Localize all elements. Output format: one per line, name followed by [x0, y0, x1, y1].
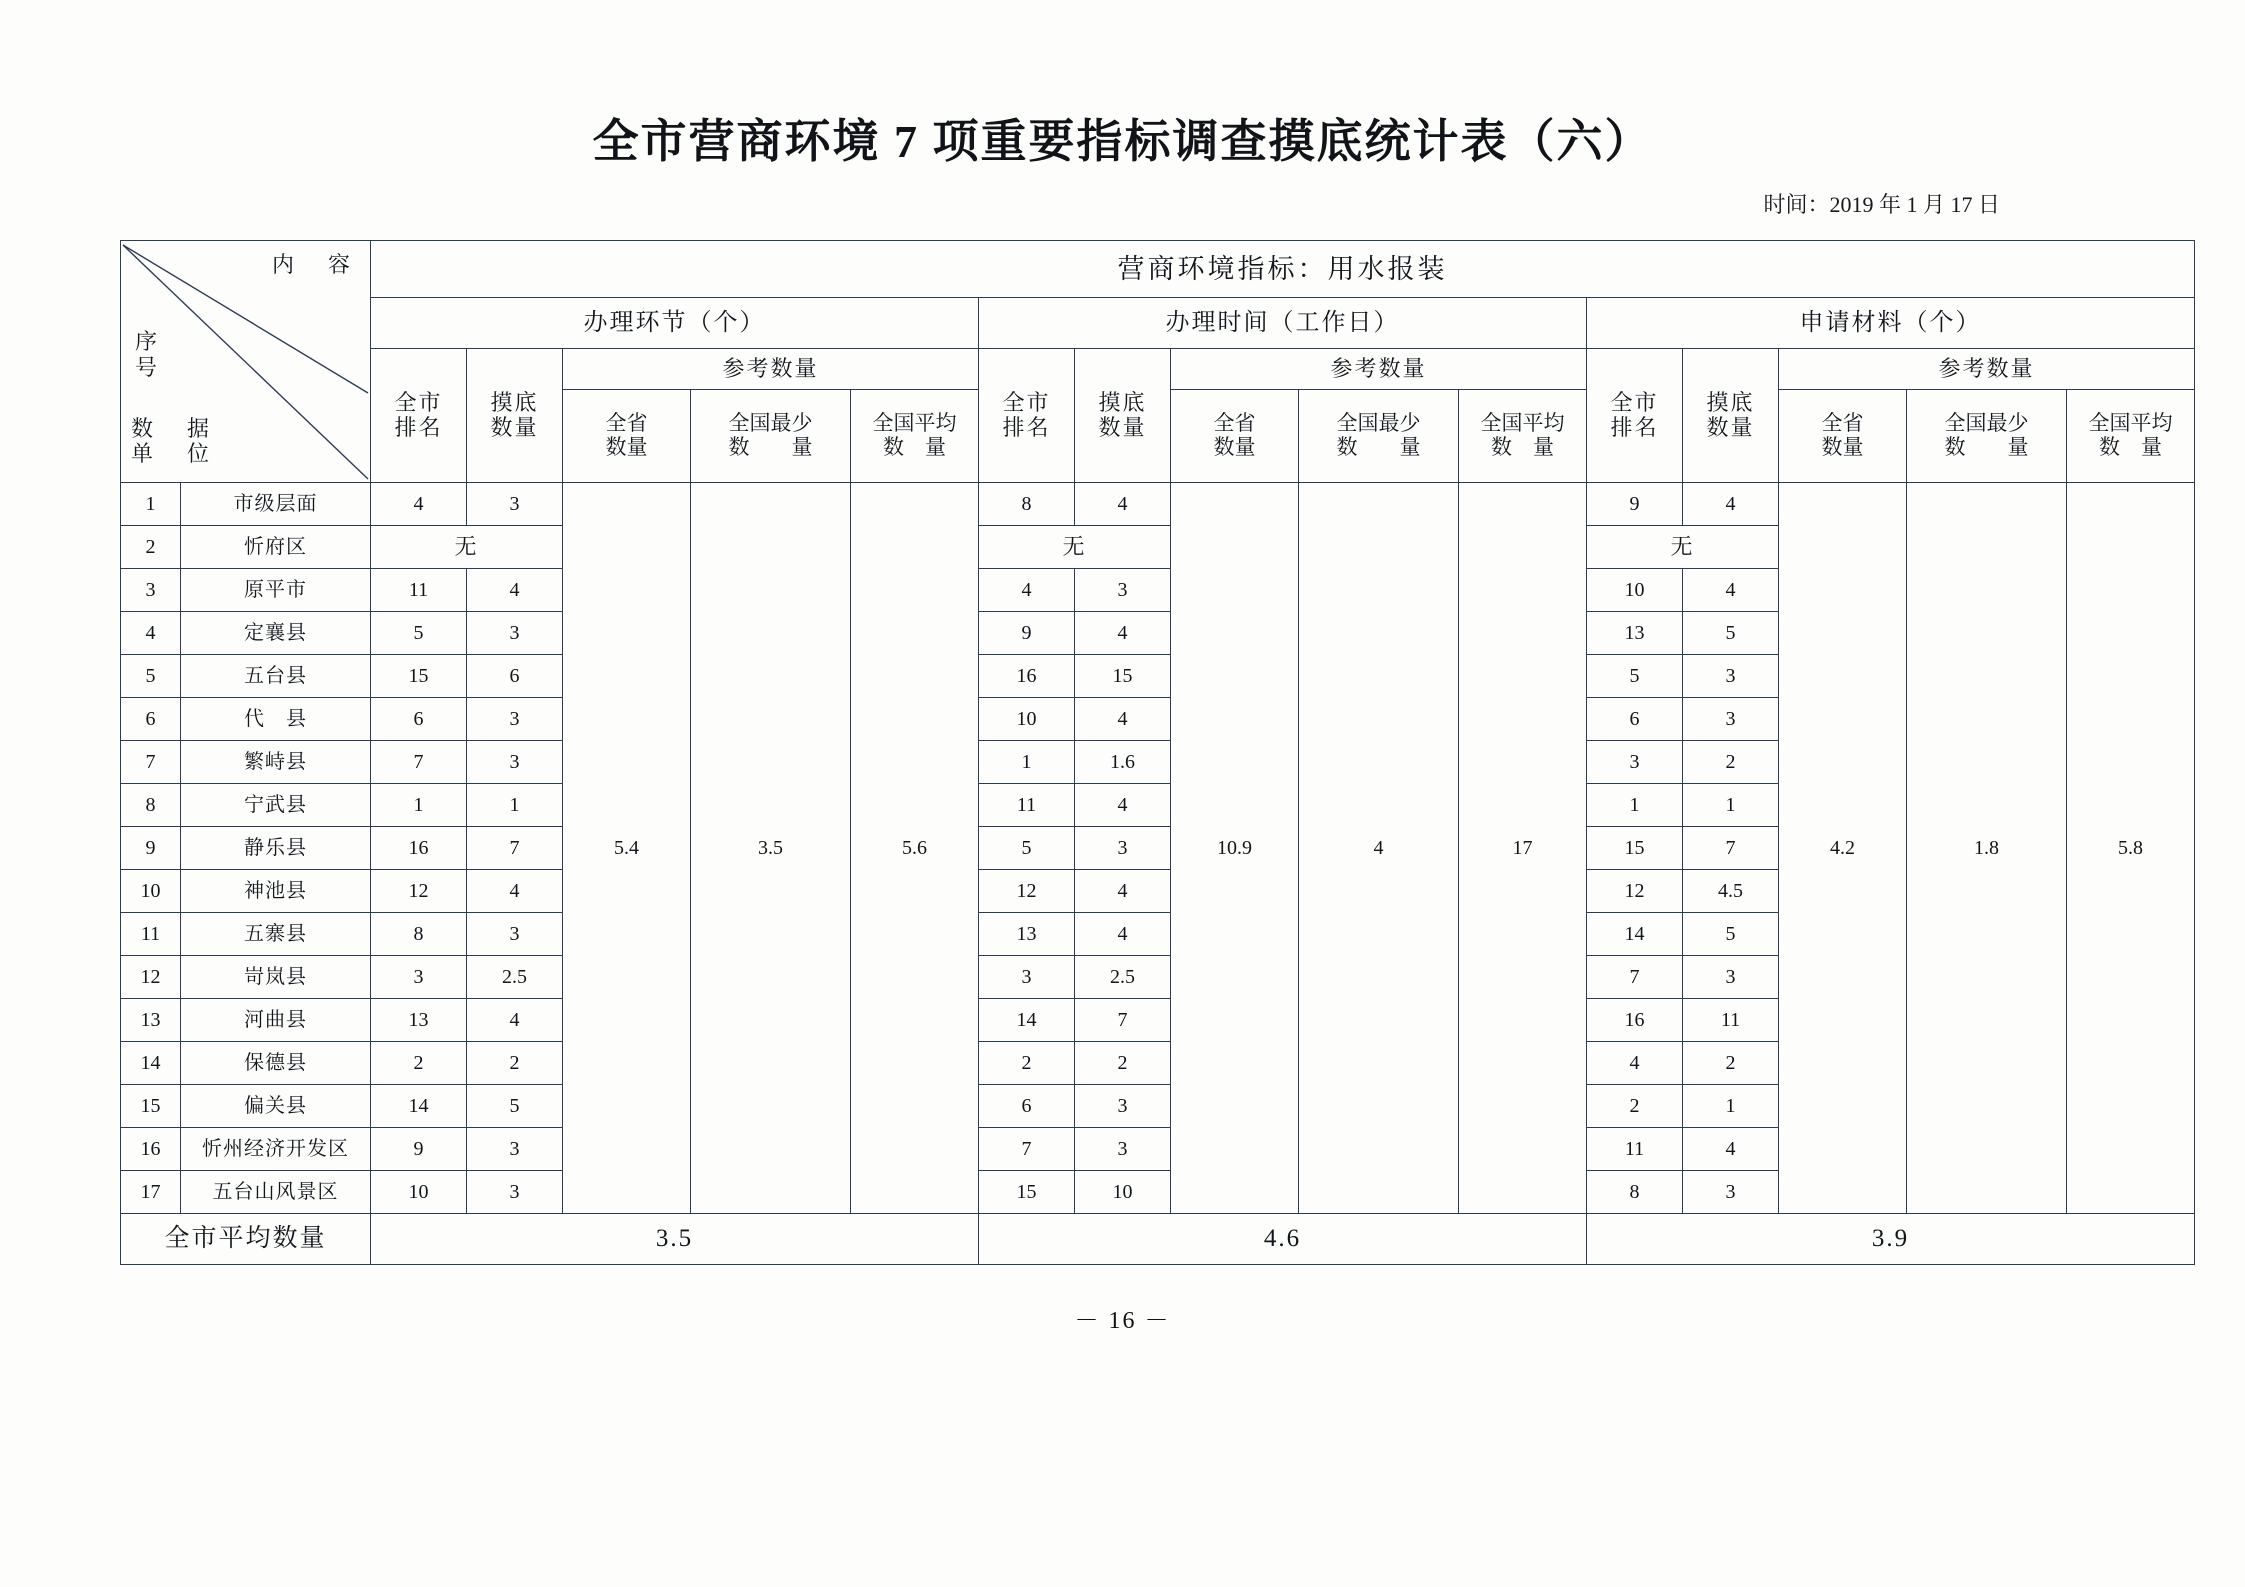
subheader-national-avg-2: 全国平均 数 量 — [1459, 390, 1587, 483]
cell-none-g2: 无 — [979, 526, 1171, 569]
subheader-national-avg-1: 全国平均 数 量 — [851, 390, 979, 483]
row-unit-name: 静乐县 — [181, 827, 371, 870]
average-row-label: 全市平均数量 — [121, 1214, 371, 1265]
group-header-2: 办理时间（工作日） — [979, 298, 1587, 349]
cell-qty-g2: 2.5 — [1075, 956, 1171, 999]
cell-qty-g2: 4 — [1075, 698, 1171, 741]
subheader-survey-qty-3: 摸底 数量 — [1683, 349, 1779, 483]
cell-qty-g3: 4 — [1683, 1128, 1779, 1171]
cell-qty-g2: 3 — [1075, 1128, 1171, 1171]
cell-qty-g1: 5 — [467, 1085, 563, 1128]
cell-province-qty-g1: 5.4 — [563, 483, 691, 1214]
subheader-national-min-2: 全国最少 数 量 — [1299, 390, 1459, 483]
cell-rank-g1: 14 — [371, 1085, 467, 1128]
subheader-national-min-3: 全国最少 数 量 — [1907, 390, 2067, 483]
cell-rank-g1: 10 — [371, 1171, 467, 1214]
average-value-g3: 3.9 — [1587, 1214, 2195, 1265]
cell-qty-g2: 4 — [1075, 913, 1171, 956]
average-row — [121, 1214, 2195, 1265]
corner-content-label: 内 容 — [271, 251, 356, 277]
subheader-province-qty-1: 全省 数量 — [563, 390, 691, 483]
row-index: 4 — [121, 612, 181, 655]
cell-qty-g3: 3 — [1683, 956, 1779, 999]
row-unit-name: 市级层面 — [181, 483, 371, 526]
cell-qty-g3: 2 — [1683, 741, 1779, 784]
subheader-national-avg-3: 全国平均 数 量 — [2067, 390, 2195, 483]
cell-rank-g2: 16 — [979, 655, 1075, 698]
average-value-g2: 4.6 — [979, 1214, 1587, 1265]
cell-qty-g3: 3 — [1683, 698, 1779, 741]
subheader-province-qty-2: 全省 数量 — [1171, 390, 1299, 483]
cell-qty-g1: 1 — [467, 784, 563, 827]
row-index: 6 — [121, 698, 181, 741]
cell-rank-g3: 1 — [1587, 784, 1683, 827]
row-index: 16 — [121, 1128, 181, 1171]
cell-qty-g3: 4 — [1683, 483, 1779, 526]
cell-qty-g1: 4 — [467, 999, 563, 1042]
row-unit-name: 定襄县 — [181, 612, 371, 655]
cell-qty-g3: 5 — [1683, 612, 1779, 655]
cell-qty-g3: 2 — [1683, 1042, 1779, 1085]
cell-rank-g1: 13 — [371, 999, 467, 1042]
subheader-city-rank-3: 全市 排名 — [1587, 349, 1683, 483]
date-line: 时间：2019 年 1 月 17 日 — [1763, 192, 2000, 217]
cell-national-min-g1: 3.5 — [691, 483, 851, 1214]
cell-qty-g1: 6 — [467, 655, 563, 698]
header-row-banner — [121, 241, 2195, 298]
reference-header-3: 参考数量 — [1779, 349, 2195, 390]
row-unit-name: 忻府区 — [181, 526, 371, 569]
cell-qty-g2: 1.6 — [1075, 741, 1171, 784]
row-unit-name: 宁武县 — [181, 784, 371, 827]
row-unit-name: 河曲县 — [181, 999, 371, 1042]
cell-qty-g1: 3 — [467, 612, 563, 655]
cell-rank-g1: 8 — [371, 913, 467, 956]
cell-qty-g2: 4 — [1075, 870, 1171, 913]
cell-rank-g3: 2 — [1587, 1085, 1683, 1128]
cell-rank-g2: 9 — [979, 612, 1075, 655]
cell-rank-g3: 7 — [1587, 956, 1683, 999]
cell-rank-g3: 16 — [1587, 999, 1683, 1042]
row-index: 14 — [121, 1042, 181, 1085]
cell-qty-g2: 3 — [1075, 1085, 1171, 1128]
cell-rank-g2: 4 — [979, 569, 1075, 612]
cell-qty-g3: 4.5 — [1683, 870, 1779, 913]
page-number: － 16 － — [1074, 1308, 1171, 1334]
cell-rank-g1: 5 — [371, 612, 467, 655]
cell-qty-g1: 3 — [467, 1128, 563, 1171]
cell-rank-g2: 3 — [979, 956, 1075, 999]
subheader-national-min-1: 全国最少 数 量 — [691, 390, 851, 483]
cell-national-min-g2: 4 — [1299, 483, 1459, 1214]
cell-qty-g1: 2.5 — [467, 956, 563, 999]
row-index: 13 — [121, 999, 181, 1042]
cell-rank-g3: 12 — [1587, 870, 1683, 913]
header-row-groups — [121, 298, 2195, 349]
subheader-survey-qty-2: 摸底 数量 — [1075, 349, 1171, 483]
cell-qty-g2: 2 — [1075, 1042, 1171, 1085]
cell-qty-g3: 3 — [1683, 1171, 1779, 1214]
cell-rank-g2: 6 — [979, 1085, 1075, 1128]
cell-qty-g1: 3 — [467, 483, 563, 526]
cell-rank-g1: 4 — [371, 483, 467, 526]
subheader-province-qty-3: 全省 数量 — [1779, 390, 1907, 483]
cell-rank-g3: 4 — [1587, 1042, 1683, 1085]
row-unit-name: 五台山风景区 — [181, 1171, 371, 1214]
cell-national-avg-g1: 5.6 — [851, 483, 979, 1214]
cell-none-g3: 无 — [1587, 526, 1779, 569]
row-index: 5 — [121, 655, 181, 698]
statistics-table-container — [120, 240, 2173, 1265]
row-unit-name: 保德县 — [181, 1042, 371, 1085]
cell-rank-g1: 6 — [371, 698, 467, 741]
cell-rank-g2: 10 — [979, 698, 1075, 741]
cell-rank-g3: 8 — [1587, 1171, 1683, 1214]
cell-qty-g2: 3 — [1075, 569, 1171, 612]
row-unit-name: 原平市 — [181, 569, 371, 612]
cell-qty-g1: 3 — [467, 698, 563, 741]
cell-province-qty-g2: 10.9 — [1171, 483, 1299, 1214]
cell-qty-g2: 15 — [1075, 655, 1171, 698]
cell-qty-g1: 3 — [467, 1171, 563, 1214]
cell-rank-g1: 7 — [371, 741, 467, 784]
cell-rank-g3: 13 — [1587, 612, 1683, 655]
cell-rank-g3: 9 — [1587, 483, 1683, 526]
cell-qty-g3: 11 — [1683, 999, 1779, 1042]
reference-header-1: 参考数量 — [563, 349, 979, 390]
group-header-1: 办理环节（个） — [371, 298, 979, 349]
reference-header-2: 参考数量 — [1171, 349, 1587, 390]
banner-header: 营商环境指标：用水报装 — [371, 241, 2195, 298]
cell-rank-g2: 2 — [979, 1042, 1075, 1085]
cell-qty-g1: 2 — [467, 1042, 563, 1085]
cell-qty-g1: 4 — [467, 569, 563, 612]
row-index: 11 — [121, 913, 181, 956]
cell-rank-g2: 8 — [979, 483, 1075, 526]
row-index: 1 — [121, 483, 181, 526]
cell-rank-g1: 9 — [371, 1128, 467, 1171]
cell-rank-g3: 6 — [1587, 698, 1683, 741]
cell-qty-g3: 4 — [1683, 569, 1779, 612]
cell-qty-g2: 4 — [1075, 784, 1171, 827]
table-row — [121, 483, 2195, 526]
row-unit-name: 代 县 — [181, 698, 371, 741]
row-index: 8 — [121, 784, 181, 827]
row-unit-name: 五台县 — [181, 655, 371, 698]
cell-qty-g2: 10 — [1075, 1171, 1171, 1214]
cell-rank-g1: 15 — [371, 655, 467, 698]
cell-qty-g3: 7 — [1683, 827, 1779, 870]
cell-qty-g3: 3 — [1683, 655, 1779, 698]
cell-rank-g2: 14 — [979, 999, 1075, 1042]
cell-qty-g1: 4 — [467, 870, 563, 913]
cell-rank-g1: 1 — [371, 784, 467, 827]
row-unit-name: 五寨县 — [181, 913, 371, 956]
row-unit-name: 繁峙县 — [181, 741, 371, 784]
cell-rank-g1: 12 — [371, 870, 467, 913]
cell-rank-g3: 14 — [1587, 913, 1683, 956]
cell-national-min-g3: 1.8 — [1907, 483, 2067, 1214]
cell-qty-g3: 1 — [1683, 784, 1779, 827]
cell-qty-g3: 1 — [1683, 1085, 1779, 1128]
row-index: 9 — [121, 827, 181, 870]
cell-qty-g2: 3 — [1075, 827, 1171, 870]
subheader-city-rank-1: 全市 排名 — [371, 349, 467, 483]
cell-rank-g3: 3 — [1587, 741, 1683, 784]
row-unit-name: 岢岚县 — [181, 956, 371, 999]
row-index: 15 — [121, 1085, 181, 1128]
corner-header-cell — [121, 241, 371, 483]
row-unit-name: 神池县 — [181, 870, 371, 913]
row-index: 12 — [121, 956, 181, 999]
row-index: 10 — [121, 870, 181, 913]
cell-qty-g2: 4 — [1075, 612, 1171, 655]
cell-rank-g1: 3 — [371, 956, 467, 999]
cell-qty-g1: 3 — [467, 913, 563, 956]
row-unit-name: 忻州经济开发区 — [181, 1128, 371, 1171]
cell-rank-g3: 15 — [1587, 827, 1683, 870]
cell-rank-g3: 5 — [1587, 655, 1683, 698]
corner-unit-label: 数 据 单 位 — [131, 416, 216, 466]
subheader-survey-qty-1: 摸底 数量 — [467, 349, 563, 483]
cell-qty-g3: 5 — [1683, 913, 1779, 956]
cell-rank-g3: 10 — [1587, 569, 1683, 612]
cell-rank-g2: 12 — [979, 870, 1075, 913]
cell-rank-g1: 11 — [371, 569, 467, 612]
cell-province-qty-g3: 4.2 — [1779, 483, 1907, 1214]
group-header-3: 申请材料（个） — [1587, 298, 2195, 349]
header-row-reference — [121, 349, 2195, 390]
cell-national-avg-g3: 5.8 — [2067, 483, 2195, 1214]
cell-rank-g2: 5 — [979, 827, 1075, 870]
cell-rank-g1: 2 — [371, 1042, 467, 1085]
row-index: 2 — [121, 526, 181, 569]
row-index: 7 — [121, 741, 181, 784]
row-unit-name: 偏关县 — [181, 1085, 371, 1128]
average-value-g1: 3.5 — [371, 1214, 979, 1265]
cell-national-avg-g2: 17 — [1459, 483, 1587, 1214]
statistics-table — [120, 240, 2195, 1265]
row-index: 17 — [121, 1171, 181, 1214]
corner-seq-label: 序 号 — [135, 328, 158, 380]
cell-qty-g1: 7 — [467, 827, 563, 870]
cell-rank-g2: 13 — [979, 913, 1075, 956]
cell-rank-g2: 1 — [979, 741, 1075, 784]
cell-qty-g1: 3 — [467, 741, 563, 784]
subheader-city-rank-2: 全市 排名 — [979, 349, 1075, 483]
cell-rank-g3: 11 — [1587, 1128, 1683, 1171]
cell-none-g1: 无 — [371, 526, 563, 569]
cell-qty-g2: 4 — [1075, 483, 1171, 526]
page-title: 全市营商环境 7 项重要指标调查摸底统计表（六） — [592, 116, 1653, 167]
cell-rank-g2: 15 — [979, 1171, 1075, 1214]
cell-rank-g2: 11 — [979, 784, 1075, 827]
cell-qty-g2: 7 — [1075, 999, 1171, 1042]
cell-rank-g1: 16 — [371, 827, 467, 870]
row-index: 3 — [121, 569, 181, 612]
cell-rank-g2: 7 — [979, 1128, 1075, 1171]
